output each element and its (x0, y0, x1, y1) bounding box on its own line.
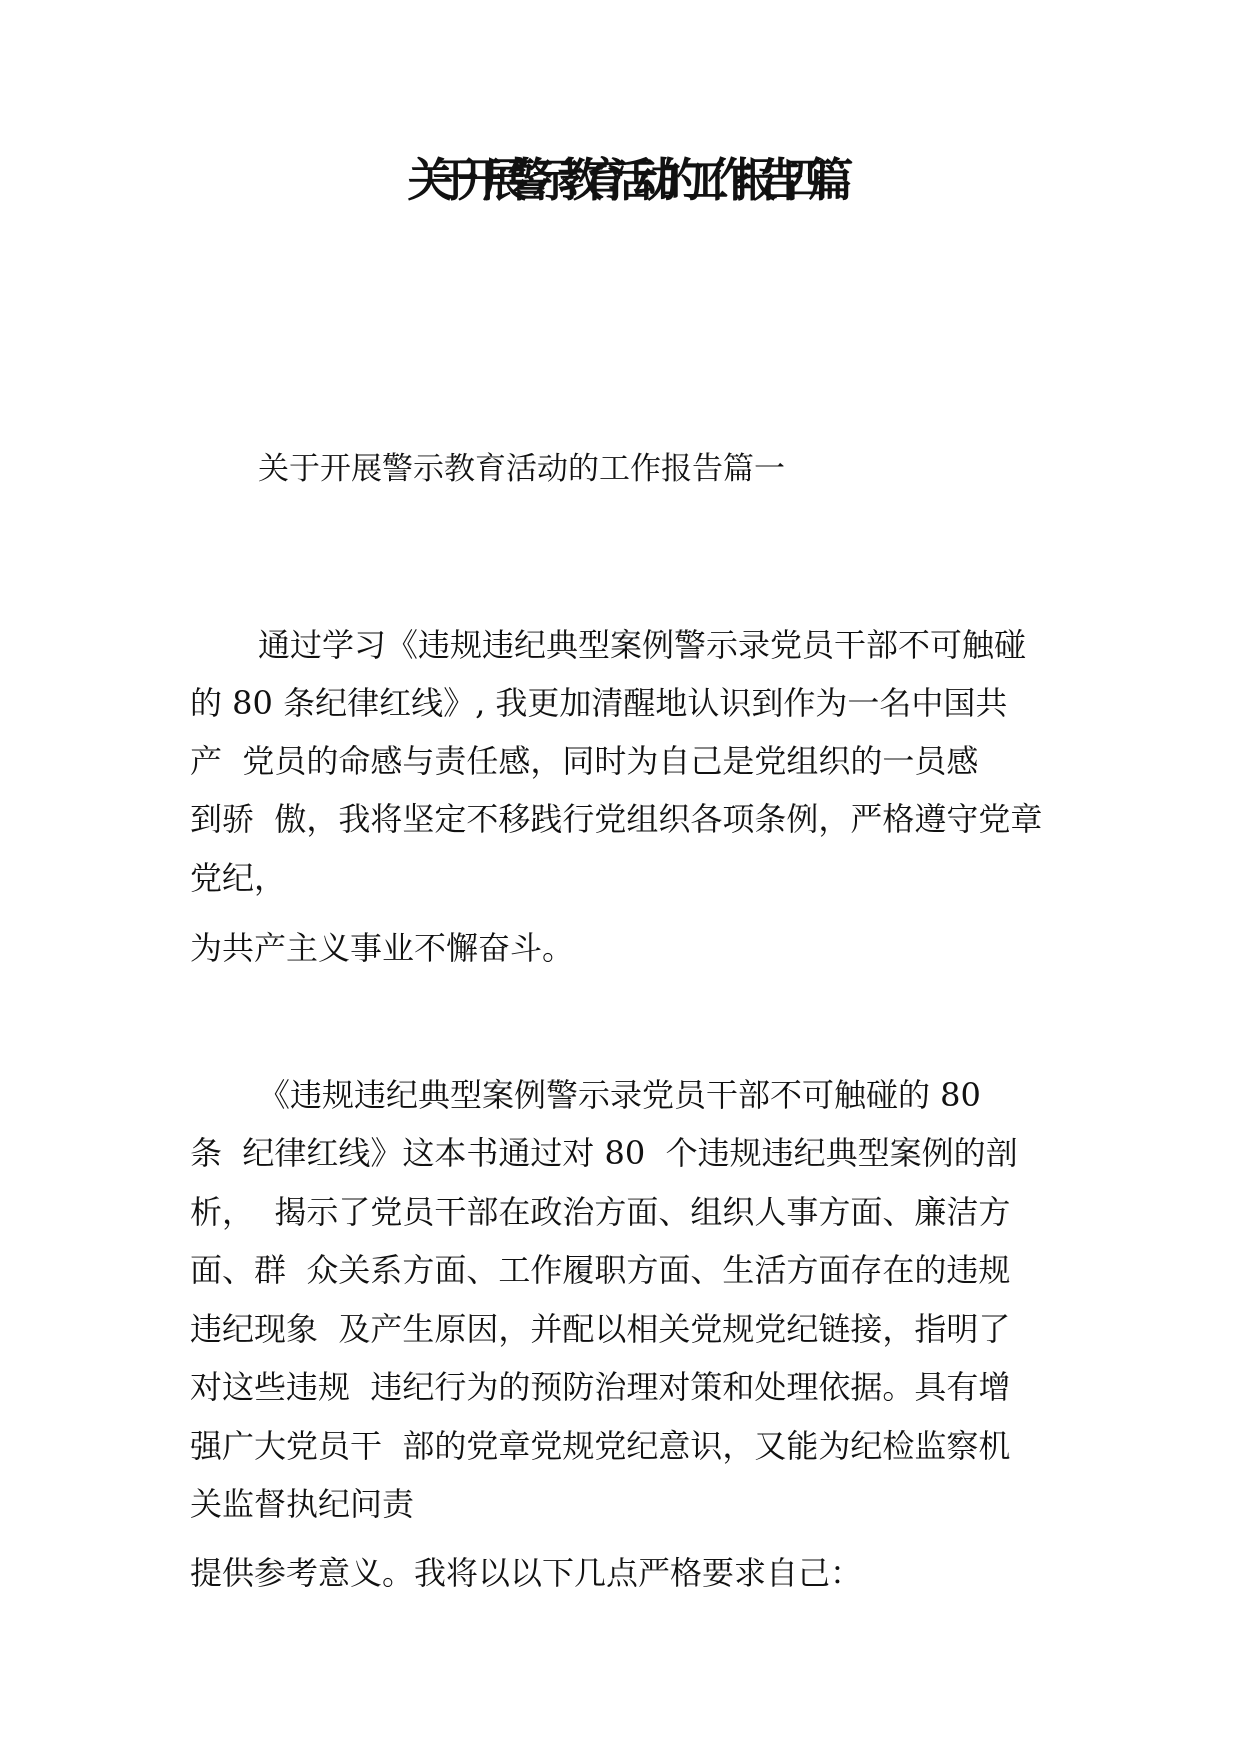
paragraph-2-line-5: 违纪现象 及产生原因，并配以相关党规党纪链接，指明了 (190, 1310, 1011, 1348)
paragraph-2-line-3: 析， 揭示了党员干部在政治方面、组织人事方面、廉洁方 (190, 1193, 1011, 1231)
paragraph-2-line-2: 条 纪律红线》这本书通过对 80 个违规违纪典型案例的剖 (190, 1134, 1018, 1172)
paragraph-2-line-1: 《违规违纪典型案例警示录党员干部不可触碰的 80 (258, 1076, 981, 1114)
paragraph-1-line-2: 的 80 条纪律红线》, 我更加清醒地认识到作为一名中国共 (190, 684, 1008, 722)
paragraph-1-line-3: 产 党员的命感与责任感，同时为自己是党组织的一员感 (190, 742, 979, 780)
section-heading: 关于开展警示教育活动的工作报告篇一 (258, 451, 785, 487)
document-title: 关于开展警示教育活动的工作报告四篇 (407, 153, 833, 207)
paragraph-2-line-4: 面、群 众关系方面、工作履职方面、生活方面存在的违规 (190, 1251, 1011, 1289)
paragraph-2-line-7: 强广大党员干 部的党章党规党纪意识，又能为纪检监察机 (190, 1427, 1011, 1465)
paragraph-2-line-6: 对这些违规 违纪行为的预防治理对策和处理依据。具有增 (190, 1368, 1011, 1406)
paragraph-1-line-4: 到骄 傲，我将坚定不移践行党组织各项条例，严格遵守党章 (190, 800, 1043, 838)
paragraph-1-line-1: 通过学习《违规违纪典型案例警示录党员干部不可触碰 (258, 626, 1027, 664)
paragraph-1-closing-line: 为共产主义事业不懈奋斗。 (190, 929, 575, 967)
paragraph-1-line-5: 党纪， (190, 859, 287, 897)
paragraph-2-line-8: 关监督执纪问责 (190, 1485, 415, 1523)
paragraph-2-closing-line: 提供参考意义。我将以以下几点严格要求自己： (190, 1554, 863, 1592)
